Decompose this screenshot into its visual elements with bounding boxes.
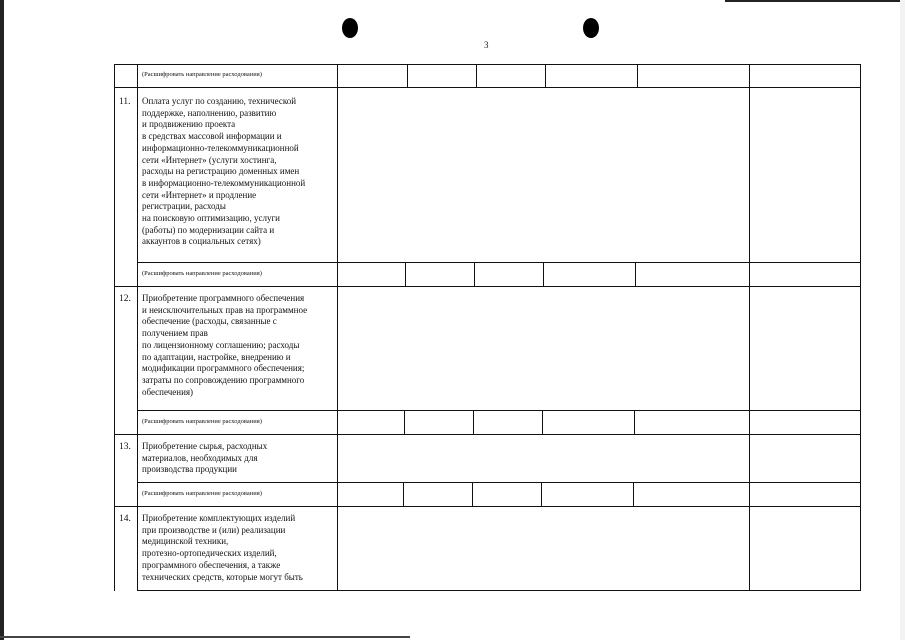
cell-divider (637, 64, 638, 87)
page-number: 3 (484, 40, 489, 50)
row-line (137, 482, 861, 483)
sublabel-decode-expense: (Расшифровать направление расходования) (142, 270, 262, 277)
cell-divider (473, 410, 474, 434)
item-description: Приобретение сырья, расходных материалов, необходимых для производства продукции (142, 441, 268, 475)
column-divider-number (137, 64, 138, 591)
table-border-left (114, 64, 115, 591)
table-border-right (860, 64, 861, 591)
item-number: 11. (119, 97, 131, 107)
row-line (137, 410, 861, 411)
cell-divider (405, 262, 406, 286)
cell-divider (474, 262, 475, 286)
cell-divider (407, 64, 408, 87)
item-number: 14. (119, 514, 131, 524)
item-number: 12. (119, 294, 131, 304)
sublabel-decode-expense: (Расшифровать направление расходования) (142, 418, 262, 425)
item-number: 13. (119, 442, 131, 452)
cell-divider (633, 482, 634, 506)
column-divider-last (749, 64, 750, 591)
row-line (137, 590, 861, 591)
row-line (114, 286, 861, 287)
row-line (114, 434, 861, 435)
sublabel-decode-expense: (Расшифровать направление расходования) (142, 490, 262, 497)
cell-divider (403, 482, 404, 506)
cell-divider (545, 64, 546, 87)
row-line (114, 506, 861, 507)
sublabel-decode-expense: (Расшифровать направление расходования) (142, 71, 262, 78)
cell-divider (543, 262, 544, 286)
row-line (114, 87, 861, 88)
cell-divider (404, 410, 405, 434)
cell-divider (541, 482, 542, 506)
cell-divider (476, 64, 477, 87)
item-description: Оплата услуг по созданию, технической поддержке, наполнению, развитию и продвижению проекта в средствах массовой информации и информационно-телекоммуникационной сети «Интернет» (услуги хостинга, расходы на регистрацию доменных имен в информационно-телекоммуникационной сети «Интернет» и продление регистрации, расходы на поисковую оптимизацию, услуги (работы) по модернизации сайта и аккаунтов в социальных сетях) (142, 96, 306, 247)
cell-divider (472, 482, 473, 506)
item-description: Приобретение программного обеспечения и неисключительных прав на программное обеспечение (расходы, связанные с получением прав по лицензионному соглашению; расходы по адаптации, настройке, внедрению и модификации программного обеспечения; затраты по сопровождению программного обеспечения) (142, 293, 308, 397)
item-description: Приобретение комплектующих изделий при производстве и (или) реализации медицинской техники, протезно-ортопедических изделий, программного обеспечения, а также технических средств, которые могут быть (142, 513, 303, 582)
cell-divider (635, 262, 636, 286)
cell-divider (542, 410, 543, 434)
cell-divider (634, 410, 635, 434)
row-line (137, 262, 861, 263)
